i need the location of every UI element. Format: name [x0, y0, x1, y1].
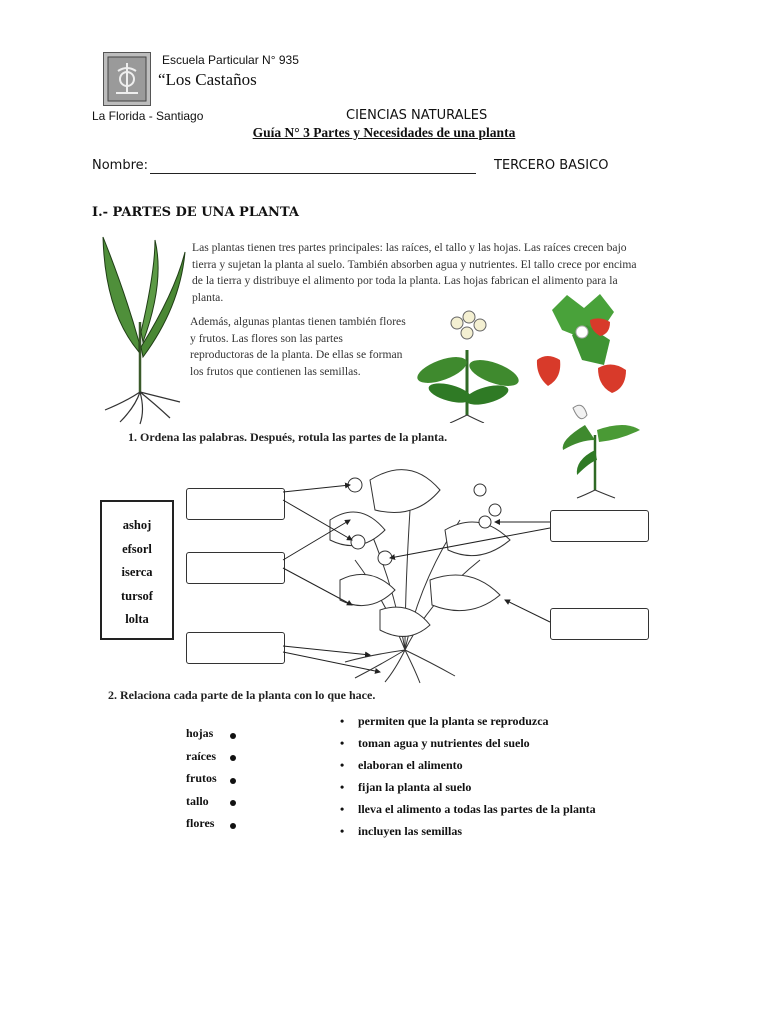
- location: La Florida - Santiago: [92, 109, 204, 123]
- plant-diagram: [180, 450, 560, 690]
- school-subname: “Los Castaños: [158, 70, 257, 89]
- function-item: • toman agua y nutrientes del suelo: [340, 732, 640, 754]
- match-dot[interactable]: [230, 778, 236, 784]
- part-item: hojas: [186, 726, 214, 740]
- lily-plant-illustration: [555, 400, 645, 505]
- name-line[interactable]: [150, 173, 476, 174]
- match-dot[interactable]: [230, 733, 236, 739]
- scrambled-words-box: [100, 500, 174, 640]
- exercise2-instruction: 2. Relaciona cada parte de la planta con lo que hace.: [108, 688, 376, 702]
- match-dot[interactable]: [230, 755, 236, 761]
- exercise1-instruction: 1. Ordena las palabras. Después, rotula las partes de la planta.: [128, 430, 448, 444]
- part-item: tallo: [186, 793, 209, 808]
- flowers-paragraph: Además, algunas plantas tienen también flores y frutos. Las flores son las partes reproductoras de la planta. De ellas se forman los frutos que contienen las semillas.: [190, 315, 406, 378]
- function-item: • permiten que la planta se reproduzca: [340, 710, 640, 732]
- flowering-plant-illustration: [412, 305, 522, 428]
- subject-title: CIENCIAS NATURALES: [346, 108, 488, 123]
- function-item: • elaboran el alimento: [340, 754, 640, 776]
- part-item: flores: [186, 816, 215, 830]
- function-item: • fijan la planta al suelo: [340, 776, 640, 798]
- school-name: Escuela Particular N° 935: [162, 53, 299, 67]
- part-item: frutos: [186, 771, 217, 785]
- scrambled-word: tursof: [121, 588, 153, 603]
- parts-list: [186, 722, 256, 835]
- name-label: Nombre:: [92, 158, 149, 173]
- match-dot[interactable]: [230, 823, 236, 829]
- grade-label: TERCERO BASICO: [494, 158, 609, 173]
- guide-title: Guía N° 3 Partes y Necesidades de una planta: [252, 125, 516, 140]
- label-box-5[interactable]: [550, 608, 649, 640]
- part-item: raíces: [186, 748, 216, 763]
- function-item: • incluyen las semillas: [340, 820, 640, 842]
- label-box-4[interactable]: [550, 510, 649, 542]
- school-logo: [103, 52, 151, 106]
- scrambled-word: efsorl: [122, 541, 152, 556]
- match-dot[interactable]: [230, 800, 236, 806]
- strawberry-illustration: [532, 290, 632, 400]
- function-item: • lleva el alimento a todas las partes de la planta: [340, 798, 640, 820]
- section-title: I.- PARTES DE UNA PLANTA: [92, 205, 299, 220]
- functions-list: [340, 710, 640, 842]
- scrambled-word: lolta: [125, 612, 149, 626]
- intro-paragraph: Las plantas tienen tres partes principales: las raíces, el tallo y las hojas. Las raíces crecen bajo tierra y sujetan la planta al suelo. También absorben agua y nutrientes. El tallo crece por encima de la tierra y distribuye el alimento por toda la planta. Las hojas fabrican el alimento para la planta.: [192, 241, 637, 304]
- scrambled-word: ashoj: [122, 518, 152, 532]
- scrambled-word: iserca: [121, 565, 153, 579]
- plant-illustration-leaves: [95, 232, 190, 432]
